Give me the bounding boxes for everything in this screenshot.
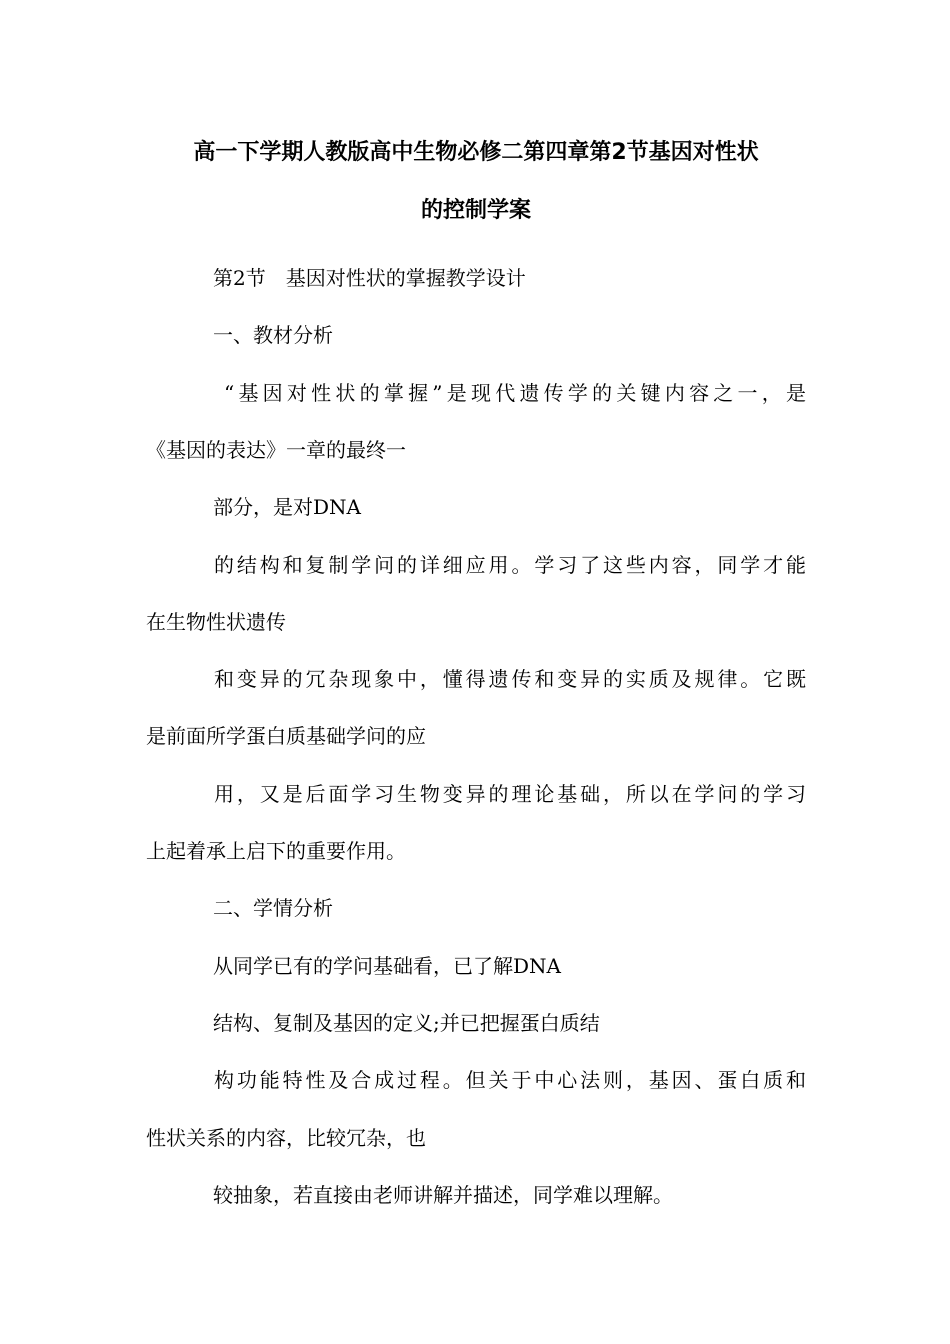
paragraph-line: 《基因的表达》一章的最终一: [146, 438, 406, 462]
paragraph-line: “基因对性状的掌握”是现代遗传学的关键内容之一，是: [224, 381, 806, 405]
paragraph-line: 较抽象，若直接由老师讲解并描述，同学难以理解。: [213, 1183, 673, 1207]
paragraph-line: 的结构和复制学问的详细应用。学习了这些内容，同学才能: [214, 553, 806, 577]
part-heading-textbook-analysis: 一、教材分析: [213, 323, 333, 347]
paragraph-line: 在生物性状遗传: [146, 610, 286, 634]
paragraph-line: 和变异的冗杂现象中，懂得遗传和变异的实质及规律。它既: [214, 667, 806, 691]
paragraph-line: 性状关系的内容，比较冗杂，也: [146, 1126, 426, 1150]
paragraph-line: 结构、复制及基因的定义;并已把握蛋白质结: [213, 1011, 600, 1035]
paragraph-line: 从同学已有的学问基础看，已了解DNA: [213, 954, 561, 978]
paragraph-line: 构功能特性及合成过程。但关于中心法则，基因、蛋白质和: [214, 1068, 806, 1092]
paragraph-line: 用，又是后面学习生物变异的理论基础，所以在学问的学习: [214, 782, 806, 806]
section-heading: 第2节 基因对性状的掌握教学设计: [213, 266, 526, 290]
paragraph-line: 上起着承上启下的重要作用。: [146, 839, 406, 863]
part-heading-student-analysis: 二、学情分析: [213, 896, 333, 920]
document-title-line-1: 高一下学期人教版高中生物必修二第四章第2节基因对性状: [193, 140, 759, 165]
paragraph-line: 是前面所学蛋白质基础学问的应: [146, 724, 426, 748]
paragraph-line: 部分，是对DNA: [213, 495, 361, 519]
document-title-line-2: 的控制学案: [420, 198, 531, 223]
